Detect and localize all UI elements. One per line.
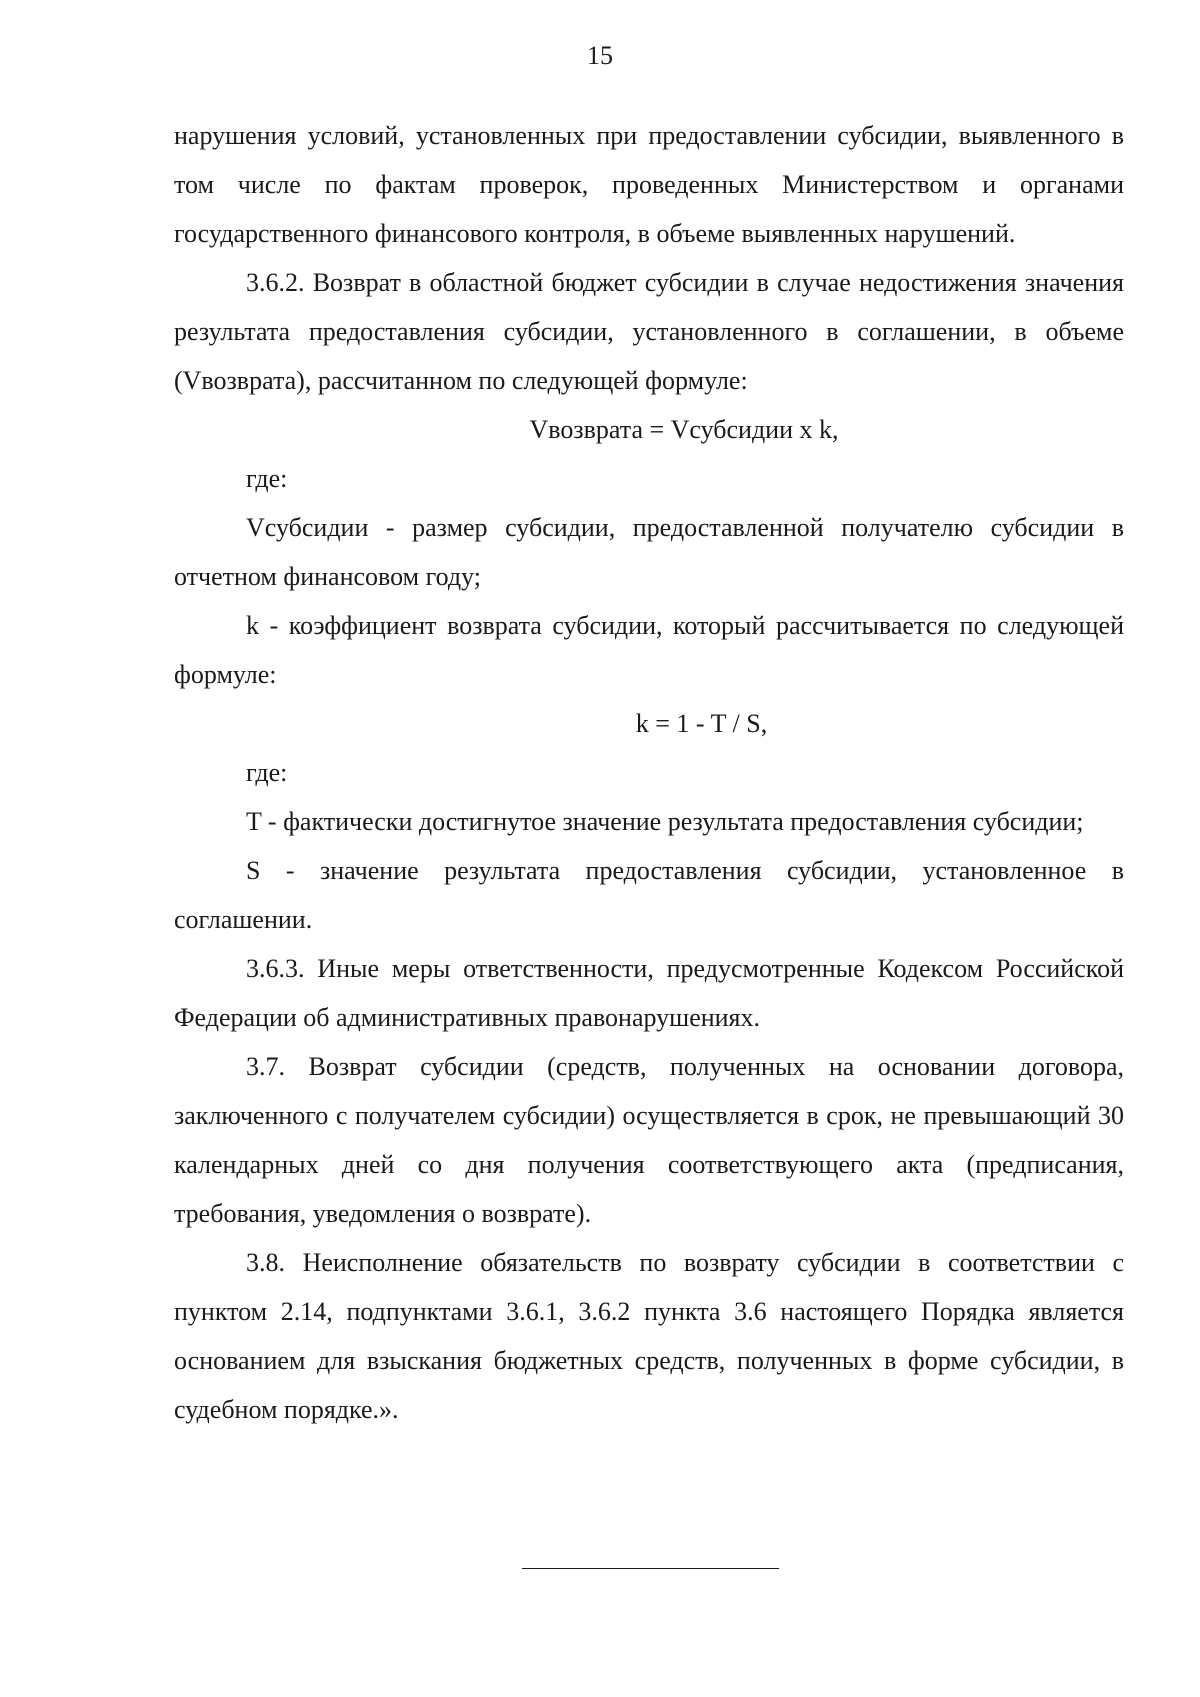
definition-v-subsidy: Vсубсидии - размер субсидии, предоставленной получателю субсидии в отчетном финансовом году; bbox=[174, 513, 1124, 591]
paragraph-continuation: нарушения условий, установленных при предоставлении субсидии, выявленного в том числе по фактам проверок, проведенных Министерством и органами государственного финансового контроля, в объеме выявленных нарушений. bbox=[174, 121, 1124, 248]
formula-v-return: Vвозврата = Vсубсидии x k, bbox=[529, 415, 839, 444]
formula-k: k = 1 - T / S, bbox=[635, 709, 768, 738]
definition-s: S - значение результата предоставления субсидии, установленное в соглашении. bbox=[174, 856, 1124, 934]
end-divider-line bbox=[522, 1568, 779, 1569]
definition-k: k - коэффициент возврата субсидии, который рассчитывается по следующей формуле: bbox=[174, 611, 1124, 689]
paragraph-3-6-2: 3.6.2. Возврат в областной бюджет субсидии в случае недостижения значения результата предоставления субсидии, установленного в соглашении, в объеме (Vвозврата), рассчитанном по следующей формуле: bbox=[174, 268, 1124, 395]
document-body bbox=[174, 111, 1124, 1434]
paragraph-3-8: 3.8. Неисполнение обязательств по возврату субсидии в соответствии с пунктом 2.14, подпунктами 3.6.1, 3.6.2 пункта 3.6 настоящего Порядка является основанием для взыскания бюджетных средств, полученных в форме субсидии, в судебном порядке.». bbox=[174, 1248, 1124, 1424]
where-label: где: bbox=[246, 758, 288, 787]
definition-t: T - фактически достигнутое значение результата предоставления субсидии; bbox=[246, 807, 1084, 836]
paragraph-3-6-3: 3.6.3. Иные меры ответственности, предусмотренные Кодексом Российской Федерации об административных правонарушениях. bbox=[174, 954, 1124, 1032]
page-number: 15 bbox=[587, 41, 613, 70]
paragraph-3-7: 3.7. Возврат субсидии (средств, полученных на основании договора, заключенного с получателем субсидии) осуществляется в срок, не превышающий 30 календарных дней со дня получения соответствующего акта (предписания, требования, уведомления о возврате). bbox=[174, 1052, 1124, 1228]
where-label: где: bbox=[246, 464, 288, 493]
